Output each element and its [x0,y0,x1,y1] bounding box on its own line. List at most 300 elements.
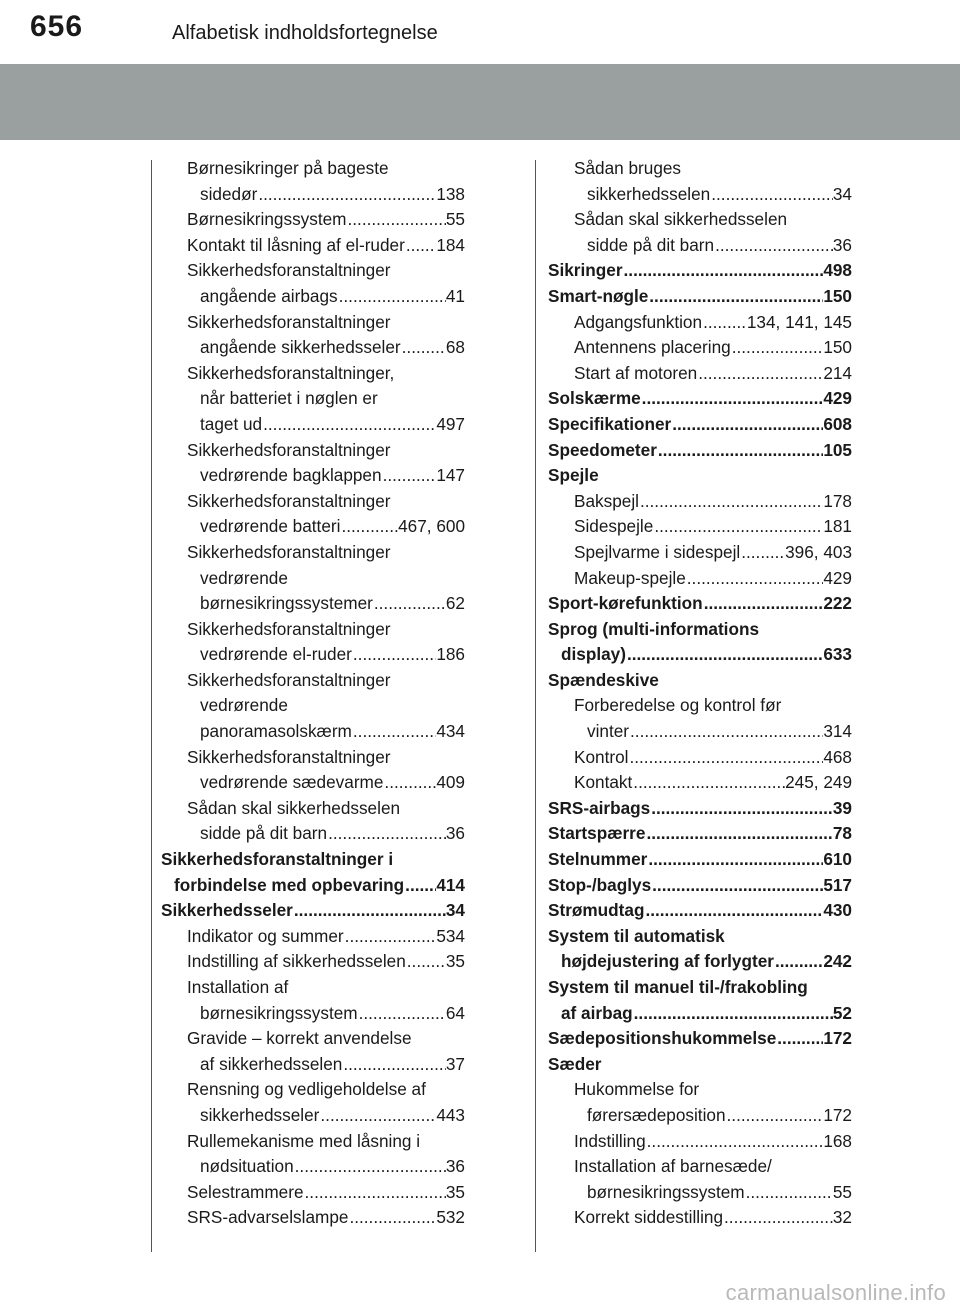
index-entry-line [161,898,465,924]
dot-leader [740,540,785,566]
index-entry-line [161,438,465,464]
index-entry-text: Solskærme [548,388,641,409]
index-entry-line [161,1154,465,1180]
index-entry-text: Korrekt siddestilling [574,1207,724,1228]
index-entry-text: Adgangsfunktion [574,311,703,332]
index-entry-text: vedrørende el-ruder [200,644,352,665]
index-entry [548,1026,852,1052]
index-entry-line [161,668,465,694]
page-reference: 222 [823,593,852,614]
index-entry-line [548,233,852,259]
index-entry [548,566,852,592]
index-entry [161,668,465,745]
page-reference: 314 [823,721,852,742]
page-reference: 468 [823,746,852,767]
index-entry [548,540,852,566]
index-entry-text: Sikkerhedsforanstaltninger [187,746,391,767]
dot-leader [714,233,833,259]
index-entry-text: Smart-nøgle [548,285,649,306]
index-entry-text: taget ud [200,413,263,434]
index-entry-text: Sådan bruges [574,158,682,178]
index-entry-line [548,258,852,284]
index-entry-line [548,975,852,1001]
index-entry-text: Spejle [548,465,599,486]
index-entry-text: panoramasolskærm [200,721,352,742]
index-entry-line [548,489,852,515]
index-entry-text: Makeup-spejle [574,567,686,588]
index-entry [548,975,852,1026]
index-entry-text: børnesikringssystem [200,1002,358,1023]
dot-leader [405,233,436,259]
dot-leader [342,1052,446,1078]
index-entry-line [548,182,852,208]
index-entry [548,1154,852,1205]
page-number: 656 [30,10,84,43]
index-entry-line [161,949,465,975]
right-column-rule [535,160,536,1252]
index-entry-text: System til automatisk [548,925,725,946]
index-entry-line [548,463,852,489]
index-entry-text: Start af motoren [574,362,698,383]
index-entry [548,1205,852,1231]
page-reference: 52 [832,1002,852,1023]
index-entry [161,207,465,233]
index-entry-text: Sidespejle [574,516,654,537]
index-entry-line [161,207,465,233]
index-entry-line [161,796,465,822]
index-entry [161,1129,465,1180]
dot-leader [294,1154,446,1180]
index-entry-text: Sikkerhedsforanstaltninger [187,490,391,511]
index-entry [161,949,465,975]
index-entry-text: Gravide – korrekt anvendelse [187,1028,412,1049]
dot-leader [373,591,446,617]
index-entry-text: Strømudtag [548,900,645,921]
page-reference: 245, 249 [785,772,852,793]
page-reference: 178 [823,490,852,511]
index-entry-text: sidedør [200,183,258,204]
index-entry-text: SRS-airbags [548,797,651,818]
dot-leader [671,412,823,438]
index-entry [548,668,852,694]
index-entry [548,463,852,489]
page-reference: 172 [823,1104,852,1125]
index-entry-line [548,898,852,924]
index-entry-line [548,1052,852,1078]
index-entry [161,975,465,1026]
page-reference: 534 [436,925,465,946]
index-entry-line [548,796,852,822]
header-band [0,64,960,140]
index-entry-text: Sikkerhedsforanstaltninger i [161,849,394,870]
page-reference: 78 [832,823,852,844]
index-entry-text: Sådan skal sikkerhedsselen [187,797,401,818]
dot-leader [352,642,436,668]
index-entry [548,693,852,744]
index-entry [548,1077,852,1128]
index-entry [548,924,852,975]
watermark: carmanualsonline.info [725,1280,946,1305]
index-entry [161,1026,465,1077]
index-entry-line [161,617,465,643]
page-reference: 41 [445,285,465,306]
index-entry-text: højdejustering af forlygter [561,951,774,972]
index-entry [548,310,852,336]
index-entry-text: angående sikkerhedsseler [200,337,401,358]
page-reference: 34 [832,183,852,204]
index-entry [161,617,465,668]
dot-leader [644,898,823,924]
index-entry-line [548,438,852,464]
index-entry-text: Kontrol [574,746,629,767]
dot-leader [304,1180,446,1206]
index-entry-line [548,514,852,540]
dot-leader [710,182,833,208]
index-entry-line [161,770,465,796]
page-reference: 68 [445,337,465,358]
dot-leader [404,873,436,899]
index-entry [548,745,852,771]
index-entry-line [548,386,852,412]
index-entry-text: sikkerhedsselen [587,183,711,204]
index-entry [548,796,852,822]
index-entry-line [161,310,465,336]
page-reference: 37 [445,1053,465,1074]
page-reference: 181 [823,516,852,537]
index-entry-line [161,1103,465,1129]
page-reference: 517 [823,874,852,895]
dot-leader [406,949,446,975]
index-entry-text: forbindelse med opbevaring [174,874,405,895]
dot-leader [745,1180,833,1206]
dot-leader [338,284,446,310]
index-entry-text: angående airbags [200,285,338,306]
index-entry [548,156,852,207]
index-entry-text: vedrørende batteri [200,516,341,537]
page-reference: 414 [436,874,465,895]
index-entry-text: Rensning og vedligeholdelse af [187,1079,426,1100]
index-entry [161,898,465,924]
index-entry-line [161,284,465,310]
index-entry [548,770,852,796]
index-entry-text: Sikkerhedsforanstaltninger [187,541,391,562]
index-entry-line [548,821,852,847]
index-entry-text: Sikkerhedsforanstaltninger [187,439,391,460]
index-entry-text: Indikator og summer [187,925,344,946]
page-reference: 467, 600 [398,516,465,537]
index-entry-text: nødsituation [200,1156,294,1177]
dot-leader [645,821,832,847]
index-entry [161,156,465,207]
dot-leader [319,1103,436,1129]
index-entry-line [548,540,852,566]
index-entry [161,361,465,438]
index-entry-line [548,642,852,668]
index-entry-text: Speedometer [548,439,657,460]
index-entry [548,873,852,899]
index-entry-line [548,1129,852,1155]
dot-leader [697,361,823,387]
index-entry-line [161,745,465,771]
index-entry-line [161,1180,465,1206]
page-reference: 39 [832,797,852,818]
index-entry-text: Startspærre [548,823,646,844]
index-entry-line [161,591,465,617]
index-entry-text: vedrørende bagklappen [200,465,382,486]
index-entry-line [548,1180,852,1206]
page-reference: 172 [823,1028,852,1049]
index-entry-text: Sikkerhedsforanstaltninger, [187,362,395,383]
index-entry-text: Sikkerhedsforanstaltninger [187,669,391,690]
index-entry-line [161,258,465,284]
dot-leader [293,898,446,924]
index-entry-line [161,463,465,489]
page-reference: 55 [832,1181,852,1202]
dot-leader [639,489,823,515]
page-reference: 150 [823,337,852,358]
index-entry-line [548,1205,852,1231]
index-entry-text: Installation af [187,977,289,997]
index-entry [161,796,465,847]
index-entry-line [548,1001,852,1027]
index-entry-text: Spændeskive [548,669,659,690]
dot-leader [358,1001,446,1027]
index-entry-text: børnesikringssystem [587,1181,745,1202]
page-reference: 55 [445,209,465,230]
page-reference: 214 [823,362,852,383]
index-entry [548,1129,852,1155]
index-entry-text: Forberedelse og kontrol før [574,695,782,716]
index-entry-text: Sikkerhedsforanstaltninger [187,311,391,332]
index-entry [548,386,852,412]
index-entry-line [161,1077,465,1103]
index-entry-text: Sikkerhedsforanstaltninger [187,618,391,639]
page-reference: 34 [445,900,465,921]
page-reference: 610 [823,849,852,870]
dot-leader [628,745,823,771]
dot-leader [344,924,437,950]
index-entry [161,438,465,489]
page-reference: 147 [436,465,465,486]
index-entry-line [161,361,465,387]
index-entry-text: Sikkerhedsforanstaltninger [187,260,391,281]
page-reference: 150 [823,285,852,306]
page-reference: 62 [445,593,465,614]
dot-leader [382,463,437,489]
dot-leader [647,847,823,873]
index-entry-line [548,873,852,899]
page-reference: 134, 141, 145 [746,311,852,332]
index-entry-text: førersædeposition [587,1104,726,1125]
page-reference: 409 [436,772,465,793]
index-entry-text: Indstilling [574,1130,646,1151]
page-reference: 184 [436,234,465,255]
index-entry-line [548,335,852,361]
dot-leader [352,719,436,745]
page-reference: 36 [832,234,852,255]
index-entry-line [161,821,465,847]
index-entry-text: Stelnummer [548,849,648,870]
page-reference: 36 [445,823,465,844]
page-reference: 429 [823,567,852,588]
index-entry-line [548,1154,852,1180]
dot-leader [646,1129,824,1155]
dot-leader [703,591,824,617]
index-entry [161,745,465,796]
index-entry-line [548,361,852,387]
index-entry-text: Sikringer [548,260,623,281]
index-entry-line [161,924,465,950]
index-entry-line [548,617,852,643]
index-entry [548,361,852,387]
index-entry-text: display) [561,644,626,665]
index-entry [548,412,852,438]
index-entry-line [161,1129,465,1155]
index-entry-line [161,642,465,668]
index-entry-line [161,540,465,566]
page-reference: 186 [436,644,465,665]
index-entry-line [161,1205,465,1231]
index-entry [161,540,465,617]
index-entry-text: når batteriet i nøglen er [200,388,378,409]
index-entry [548,489,852,515]
index-entry [161,489,465,540]
dot-leader [262,412,436,438]
page-reference: 35 [445,951,465,972]
index-entry-text: Sikkerhedsseler [161,900,293,921]
dot-leader [650,796,833,822]
index-entry-line [548,949,852,975]
index-entry-line [161,693,465,719]
page-reference: 497 [436,413,465,434]
index-entry [548,284,852,310]
index-entry-line [548,310,852,336]
dot-leader [686,566,824,592]
dot-leader [648,284,823,310]
index-entry-line [161,335,465,361]
dot-leader [401,335,446,361]
index-right-column [548,156,852,1231]
index-entry-text: Indstilling af sikkerhedsselen [187,951,406,972]
page-reference: 168 [823,1130,852,1151]
page-reference: 443 [436,1104,465,1125]
dot-leader [629,719,823,745]
index-entry-line [161,182,465,208]
index-entry-text: Rullemekanisme med låsning i [187,1130,421,1151]
index-entry [548,821,852,847]
index-entry [161,1077,465,1128]
page-reference: 32 [832,1207,852,1228]
page-reference: 532 [436,1207,465,1228]
index-entry [548,335,852,361]
index-entry-line [548,412,852,438]
index-entry [548,847,852,873]
index-entry-line [548,693,852,719]
index-entry-line [548,770,852,796]
index-entry-line [548,924,852,950]
index-entry [548,898,852,924]
index-entry-line [548,719,852,745]
dot-leader [726,1103,824,1129]
dot-leader [774,949,823,975]
index-entry-line [161,412,465,438]
index-entry-text: Hukommelse for [574,1079,700,1100]
index-entry-text: Børnesikringer på bageste [187,158,389,178]
index-entry-line [548,207,852,233]
page-reference: 434 [436,721,465,742]
page-reference: 36 [445,1156,465,1177]
index-entry-text: Installation af barnesæde/ [574,1156,772,1177]
index-entry-text: sidde på dit barn [587,234,715,255]
index-entry-line [161,873,465,899]
page-reference: 396, 403 [785,541,852,562]
index-entry [161,924,465,950]
dot-leader [776,1026,823,1052]
index-entry-text: vedrørende [200,695,288,716]
index-entry-line [548,1077,852,1103]
index-entry-line [548,566,852,592]
dot-leader [347,207,446,233]
index-entry-text: Kontakt [574,772,633,793]
index-left-column [161,156,465,1231]
dot-leader [702,310,747,336]
index-entry-line [161,156,465,182]
index-entry-text: Sædepositionshukommelse [548,1028,777,1049]
index-entry-text: børnesikringssystemer [200,593,373,614]
index-entry-line [161,386,465,412]
dot-leader [632,770,785,796]
page-reference: 138 [436,183,465,204]
index-entry-line [548,847,852,873]
index-entry-line [548,591,852,617]
index-entry-text: vedrørende sædevarme [200,772,384,793]
dot-leader [383,770,436,796]
index-entry-line [548,156,852,182]
dot-leader [651,873,823,899]
dot-leader [633,1001,833,1027]
index-entry [161,1205,465,1231]
index-entry-text: Sådan skal sikkerhedsselen [574,209,788,230]
index-entry-text: vedrørende [200,567,288,588]
index-entry-line [161,566,465,592]
dot-leader [340,514,398,540]
page-reference: 242 [823,951,852,972]
index-entry-line [161,719,465,745]
index-entry-line [548,1026,852,1052]
index-entry-text: Antennens placering [574,337,731,358]
index-entry-text: Specifikationer [548,413,672,434]
index-entry-line [548,745,852,771]
index-entry-text: Kontakt til låsning af el-ruder [187,234,405,255]
index-entry [161,847,465,898]
index-entry [161,258,465,309]
index-entry-line [548,668,852,694]
dot-leader [257,182,436,208]
index-entry-text: sikkerhedsseler [200,1104,320,1125]
index-entry-line [161,514,465,540]
page-reference: 105 [823,439,852,460]
index-entry-text: Sæder [548,1053,602,1074]
index-entry-line [548,284,852,310]
page-reference: 498 [823,260,852,281]
index-entry-text: vinter [587,721,630,742]
dot-leader [327,821,446,847]
dot-leader [348,1205,436,1231]
index-entry-text: sidde på dit barn [200,823,328,844]
index-entry-line [161,489,465,515]
index-entry-text: Stop-/baglys [548,874,652,895]
index-entry [548,258,852,284]
